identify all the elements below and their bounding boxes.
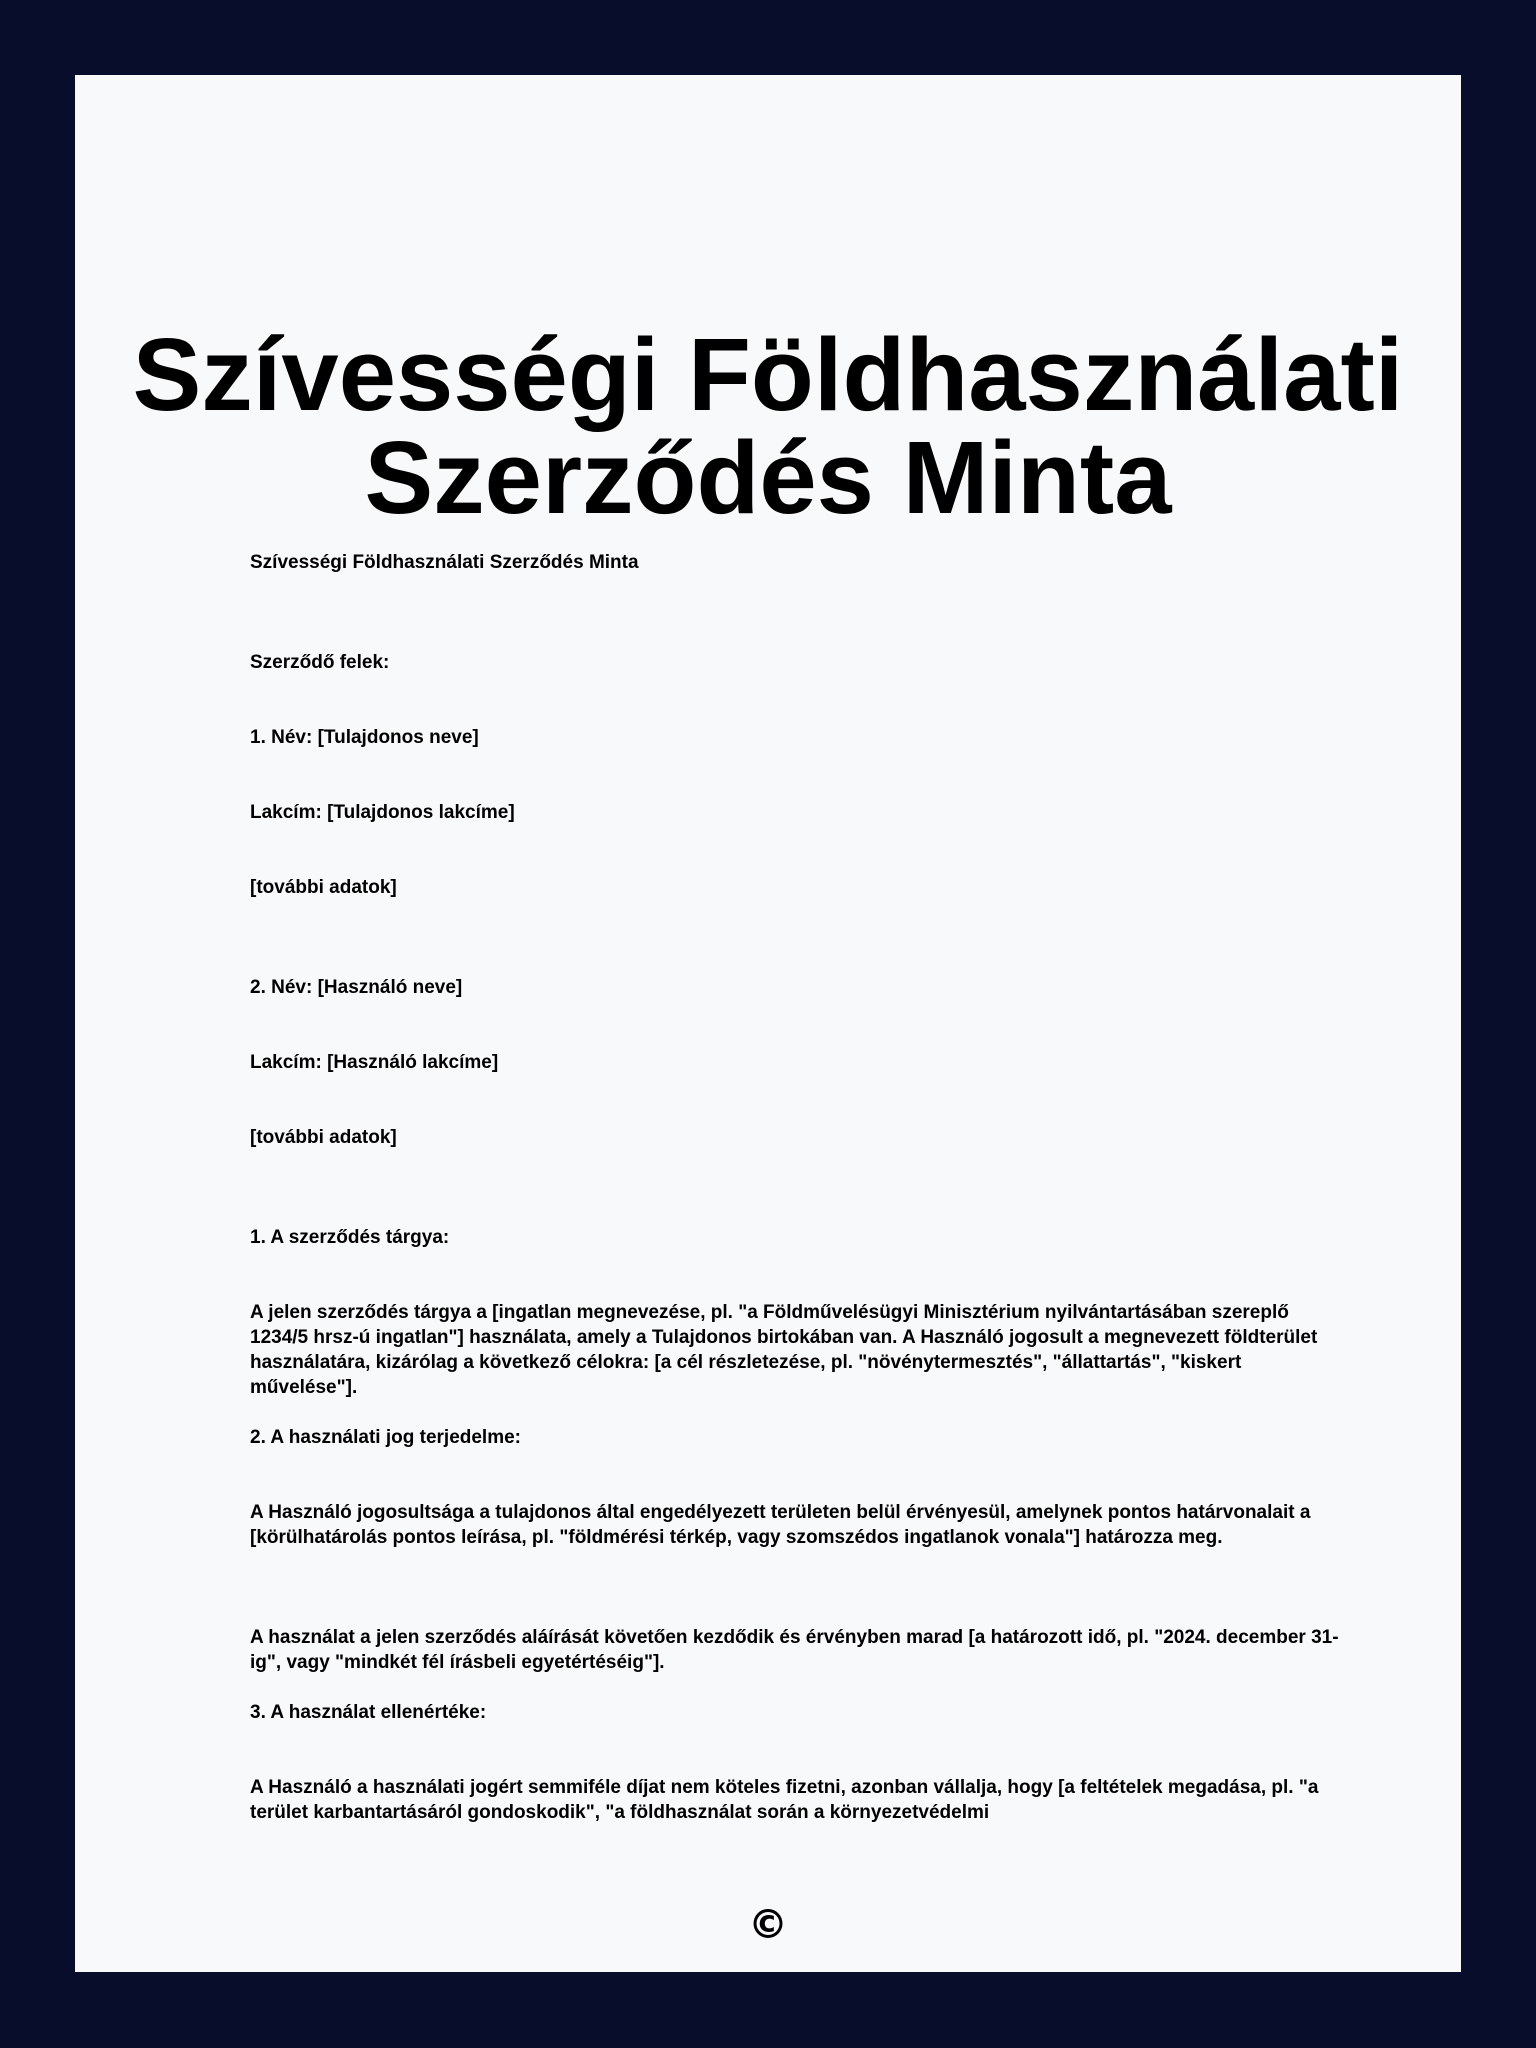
party1-name: 1. Név: [Tulajdonos neve] [250, 727, 479, 748]
party2-name: 2. Név: [Használó neve] [250, 977, 463, 998]
section2-text-2: A használat a jelen szerződés aláírását követően kezdődik és érvényben marad [a határozott idő, pl. "2024. december 31-ig", vagy "mindkét fél írásbeli egyetértéséig"]. [250, 1627, 1339, 1673]
party1-more: [további adatok] [250, 877, 397, 898]
party1-address: Lakcím: [Tulajdonos lakcíme] [250, 802, 515, 823]
section2-text-1: A Használó jogosultsága a tulajdonos által engedélyezett területen belül érvényesül, amelynek pontos határvonalait a [körülhatárolás pontos leírása, pl. "földmérési térkép, vagy szomszédos ingatlanok vonala"] határozza meg. [250, 1502, 1311, 1548]
copyright-icon: © [748, 1902, 788, 1948]
title-line-1: Szívességi Földhasználati [132, 317, 1404, 432]
document-page [75, 75, 1461, 1972]
section3-heading: 3. A használat ellenértéke: [250, 1702, 487, 1723]
document-subtitle: Szívességi Földhasználati Szerződés Minta [250, 552, 639, 573]
section3-text: A Használó a használati jogért semmiféle díjat nem köteles fizetni, azonban vállalja, hogy [a feltételek megadása, pl. "a terület karbantartásáról gondoskodik", "a földhasználat során a környezetvédelmi [250, 1777, 1319, 1823]
document-title [75, 317, 1461, 535]
parties-heading: Szerződő felek: [250, 652, 390, 673]
section1-text: A jelen szerződés tárgya a [ingatlan megnevezése, pl. "a Földművelésügyi Minisztérium nyilvántartásában szereplő 1234/5 hrsz-ú ingatlan"] használata, amely a Tulajdonos birtokában van. A Használó jogosult a megnevezett földterület használatára, kizárólag a következő célokra: [a cél részletezése, pl. "növénytermesztés", "állattartás", "kiskert művelése"]. [250, 1302, 1318, 1398]
party2-more: [további adatok] [250, 1127, 397, 1148]
title-line-2: Szerződés Minta [364, 420, 1172, 535]
section2-heading: 2. A használati jog terjedelme: [250, 1427, 522, 1448]
party2-address: Lakcím: [Használó lakcíme] [250, 1052, 499, 1073]
section1-heading: 1. A szerződés tárgya: [250, 1227, 450, 1248]
